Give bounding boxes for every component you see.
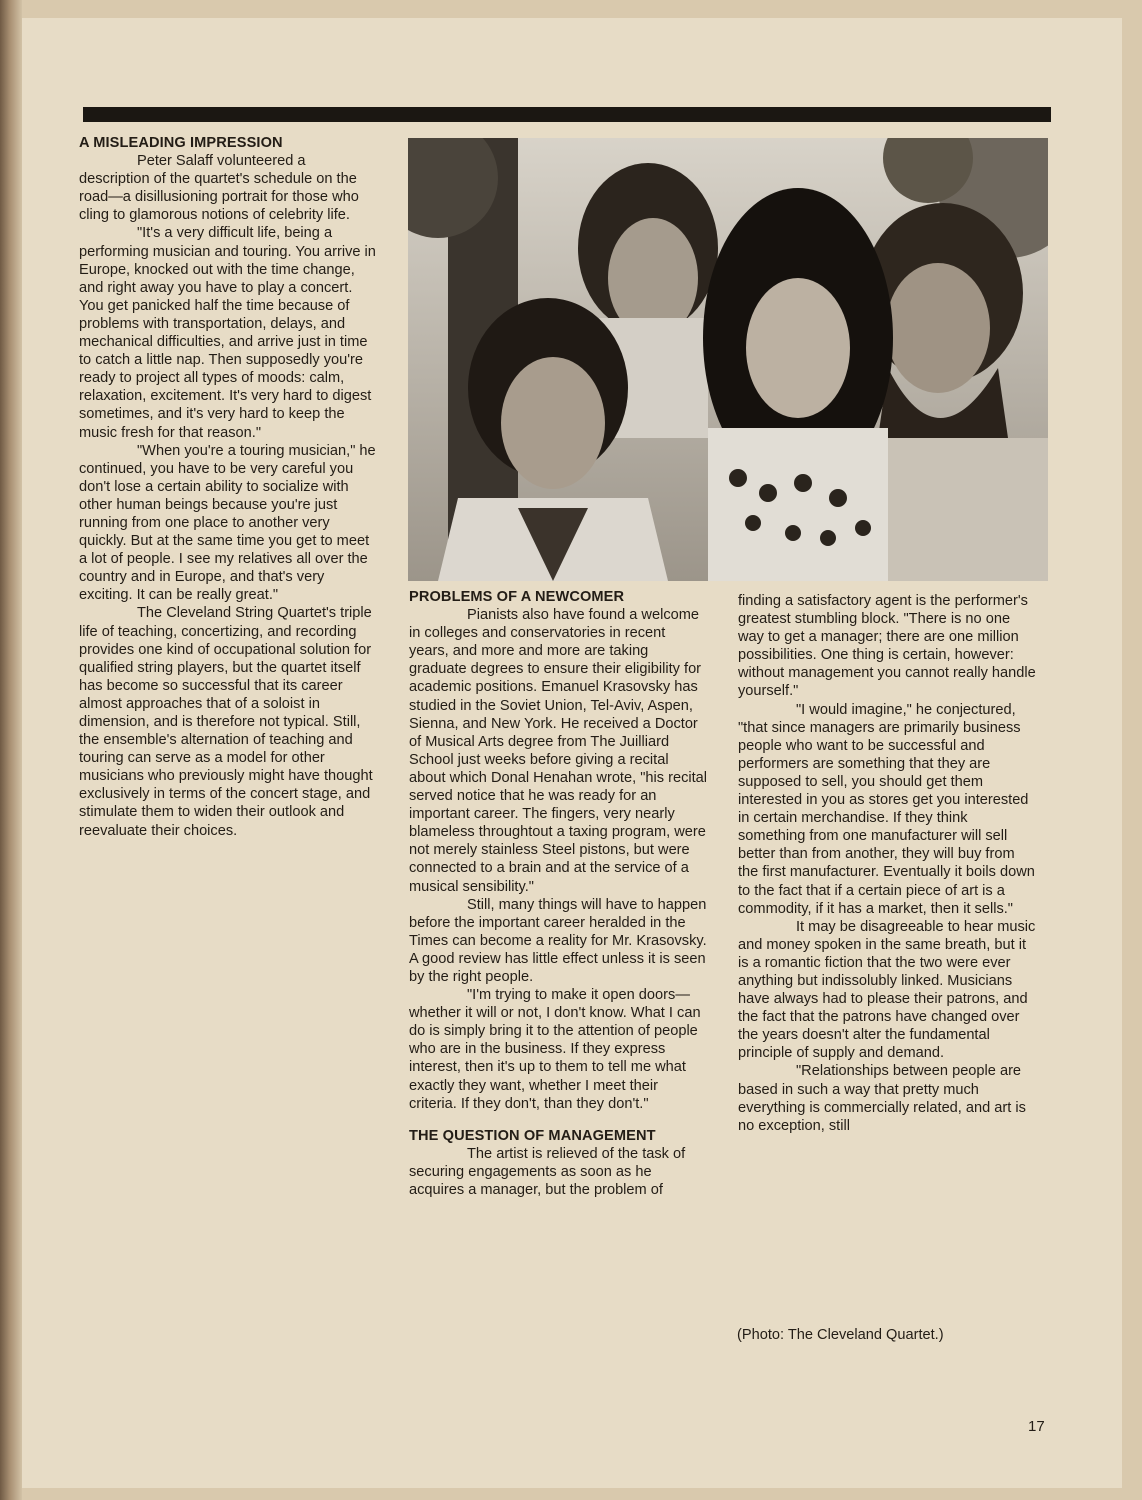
quartet-photo xyxy=(408,138,1048,581)
column-right xyxy=(738,592,1038,1135)
paragraph: Still, many things will have to happen before the important career heralded in the Times can become a reality for Mr. Krasovsky. A good review has little effect unless it is seen by the right people. xyxy=(409,896,707,985)
header-rule xyxy=(83,107,1051,122)
page-number: 17 xyxy=(1028,1418,1045,1435)
paragraph: "It's a very difficult life, being a performing musician and touring. You arrive in Europe, knocked out with the time change, and right away you have to play a concert. You get panicked half the time because of problems with transportation, delays, and mechanical difficulties, and arrive just in time to catch a little nap. Then supposedly you're ready to project all types of moods: calm, relaxation, excitement. It's very hard to digest sometimes, and it's very hard to keep the music fresh for that reason." xyxy=(79,225,376,441)
paragraph: "I would imagine," he conjectured, "that since managers are primarily business people who want to be successful and performers are something that they are supposed to sell, you should get them interested in you as stores get you interested in certain merchandise. If they think something from one manufacturer will sell better than from another, they will buy from the first manufacturer. Eventually it boils down to the fact that if a certain piece of art is a commodity, if it has a market, then it sells." xyxy=(738,701,1035,917)
section-heading: A MISLEADING IMPRESSION xyxy=(79,135,283,151)
paragraph: "Relationships between people are based in such a way that pretty much everything is commercially related, and art is no exception, still xyxy=(738,1063,1026,1134)
section-heading: PROBLEMS OF A NEWCOMER xyxy=(409,589,625,605)
paragraph: Pianists also have found a welcome in colleges and conservatories in recent years, and more and more are taking graduate degrees to ensure their eligibility for academic positions. Emanuel Krasovsky has studied in the Soviet Union, Tel-Aviv, Aspen, Sienna, and New York. He received a Doctor of Musical Arts degree from The Juilliard School just weeks before giving a recital about which Donal Henahan wrote, "his recital served notice that he was ready for an important career. The fingers, very nearly blameless throughtout a taxing program, were not merely stainless Steel pistons, but were connected to a brain and at the service of a musical sensibility." xyxy=(409,607,708,895)
paragraph: finding a satisfactory agent is the performer's greatest stumbling block. "There is no one way to get a manager; there are one million possibilities. One thing is certain, however: without management you cannot really handle yourself." xyxy=(738,593,1036,700)
binding-spine xyxy=(0,0,22,1500)
section-heading: THE QUESTION OF MANAGEMENT xyxy=(409,1127,656,1144)
paragraph: It may be disagreeable to hear music and money spoken in the same breath, but it is a romantic fiction that the two were ever anything but indissolubly linked. Musicians have always had to please their patrons, and the fact that the patrons have changed over the years doesn't alter the fundamental principle of supply and demand. xyxy=(738,918,1036,1062)
paragraph: Peter Salaff volunteered a description of the quartet's schedule on the road—a disillusioning portrait for those who cling to glamorous notions of celebrity life. xyxy=(79,153,359,224)
column-left xyxy=(79,134,379,840)
photo-image xyxy=(408,138,1048,581)
photo-caption: (Photo: The Cleveland Quartet.) xyxy=(737,1327,944,1343)
column-middle xyxy=(409,588,709,1199)
paragraph: The artist is relieved of the task of securing engagements as soon as he acquires a manager, but the problem of xyxy=(409,1145,686,1198)
paragraph: The Cleveland String Quartet's triple life of teaching, concertizing, and recording provides one kind of occupational solution for qualified string players, but the quartet itself has become so successful that its career almost approaches that of a soloist in dimension, and is therefore not typical. Still, the ensemble's alternation of teaching and touring can serve as a model for other musicians who previously might have thought exclusively in terms of the concert stage, and stimulate them to widen their outlook and reevaluate their choices. xyxy=(79,605,373,839)
paragraph: "I'm trying to make it open doors—whether it will or not, I don't know. What I can do is simply bring it to the attention of people who are in the business. If they express interest, then it's up to them to tell me what exactly they want, whether I meet their criteria. If they don't, than they don't." xyxy=(409,987,701,1112)
paragraph: "When you're a touring musician," he continued, you have to be very careful you don't lose a certain ability to socialize with other human beings because you're just running from one place to another very quickly. But at the same time you get to meet a lot of people. I see my relatives all over the country and in Europe, and that's very exciting. It can be really great." xyxy=(79,442,376,604)
